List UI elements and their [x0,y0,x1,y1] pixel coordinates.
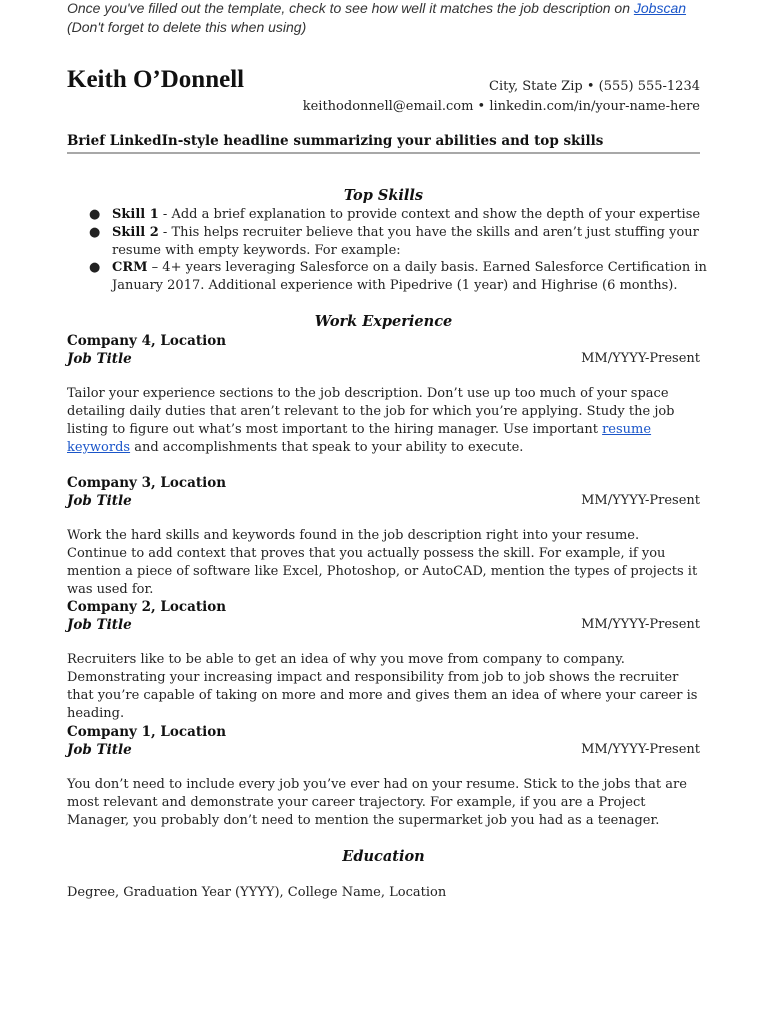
company-name: Company 1, Location [67,724,227,740]
skill-label: Skill 2 [112,224,159,240]
job-dates: MM/YYYY-Present [581,617,700,632]
job-description-text: Tailor your experience sections to the job description. Don’t use up too much of your space detailing daily duties that aren’t relevant to the job for which you’re applying. Study the job listing to figure out what’s most important to the hiring manager. Use important [67,386,675,437]
job-entry [67,332,700,457]
job-title-row [67,616,700,634]
bullet-icon: ● [89,260,101,276]
skill-text: – 4+ years leveraging Salesforce on a daily basis. Earned Salesforce Certification in January 2017. Additional experience with Pipedrive (1 year) and Highrise (6 months). [112,260,707,294]
skill-item [67,259,707,295]
company-name: Company 4, Location [67,333,227,349]
job-description: You don’t need to include every job you’ve ever had on your resume. Stick to the jobs that are most relevant and demonstrate your career trajectory. For example, if you are a Project Manager, you probably don’t need to mention the supermarket job you had as a teenager. [67,777,687,828]
skill-label: Skill 1 [112,207,159,222]
contact-address-phone: City, State Zip • (555) 555-1234 [489,79,700,94]
skills-list [67,206,707,295]
job-title-row [67,492,700,510]
resume-keywords-link[interactable]: resume keywords [67,422,652,455]
resume-headline: Brief LinkedIn-style headline summarizing your abilities and top skills [67,133,604,149]
work-experience-heading: Work Experience [314,313,453,330]
template-note-line1 [67,0,686,16]
job-entry [67,723,700,830]
skill-text: - Add a brief explanation to provide context and show the depth of your expertise [158,207,701,222]
bullet-icon: ● [89,207,101,222]
top-skills-heading: Top Skills [343,187,424,204]
job-title: Job Title [67,351,132,367]
job-dates: MM/YYYY-Present [581,493,700,508]
header-divider [67,152,700,154]
education-heading: Education [342,848,425,865]
education-entry: Degree, Graduation Year (YYYY), College Name, Location [67,885,447,900]
job-description: Work the hard skills and keywords found in the job description right into your resume. Continue to add context that proves that you actually possess the skill. For example, if you mention a piece of software like Excel, Photoshop, or AutoCAD, mention the types of projects it was used for. [67,528,698,597]
skill-item [67,224,707,260]
job-description: Recruiters like to be able to get an idea of why you move from company to company. Demonstrating your increasing impact and responsibility from job to job shows the recruiter that you’re capable of taking on more and more and gives them an idea of where your career is heading. [67,652,698,721]
job-title-row [67,350,700,368]
skill-item [67,206,707,224]
candidate-name: Keith O’Donnell [67,66,245,93]
job-entry [67,598,700,723]
job-description-text-end: and accomplishments that speak to your ability to execute. [130,440,524,455]
bullet-icon: ● [89,224,101,240]
job-dates: MM/YYYY-Present [581,742,700,757]
job-dates: MM/YYYY-Present [581,351,700,366]
jobscan-link[interactable]: Jobscan [633,0,687,16]
job-entry [67,474,700,599]
job-title: Job Title [67,742,132,758]
company-name: Company 2, Location [67,599,227,615]
job-title: Job Title [67,617,132,633]
contact-email-linkedin: keithodonnell@email.com • linkedin.com/in/your-name-here [302,99,700,114]
job-title: Job Title [67,493,132,509]
job-title-row [67,741,700,759]
skill-text: - This helps recruiter believe that you have the skills and aren’t just stuffing your resume with empty keywords. For example: [112,224,699,258]
template-note-line2: (Don't forget to delete this when using) [67,19,307,35]
job-description [67,385,700,457]
company-name: Company 3, Location [67,475,227,491]
template-note-text: Once you've filled out the template, check to see how well it matches the job description on [67,0,630,16]
skill-label: CRM [112,260,148,276]
